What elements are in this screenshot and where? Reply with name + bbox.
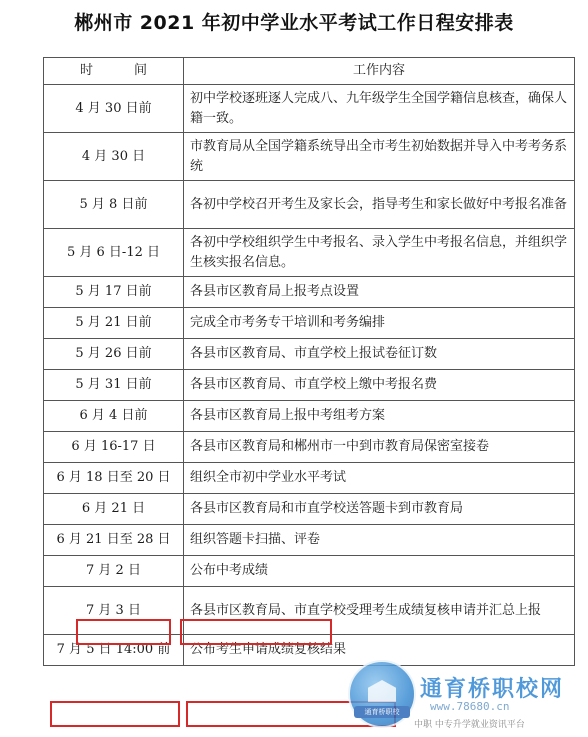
row-work: 公布考生申请成绩复核结果 (184, 635, 575, 666)
row-work: 市教育局从全国学籍系统导出全市考生初始数据并导入中考考务系统 (184, 133, 575, 181)
row-work: 完成全市考务专干培训和考务编排 (184, 308, 575, 339)
row-work: 各县市区教育局和市直学校送答题卡到市教育局 (184, 494, 575, 525)
watermark-tagline: 中职 中专升学就业资讯平台 (414, 720, 525, 730)
row-work: 初中学校逐班逐人完成八、九年级学生全国学籍信息核查，确保人籍一致。 (184, 85, 575, 133)
row-work: 各县市区教育局上报考点设置 (184, 277, 575, 308)
row-work: 各县市区教育局、市直学校受理考生成绩复核申请并汇总上报 (184, 587, 575, 635)
row-work: 各初中学校召开考生及家长会，指导考生和家长做好中考报名准备 (184, 181, 575, 229)
table-row (44, 401, 575, 432)
row-work: 公布中考成绩 (184, 556, 575, 587)
logo-badge-text: 通育桥职校 (354, 706, 410, 718)
row-time: 6 月 16-17 日 (44, 432, 184, 463)
watermark-name: 通育桥职校网 (420, 677, 565, 702)
table-row (44, 339, 575, 370)
table-row (44, 229, 575, 277)
row-time: 5 月 6 日-12 日 (44, 229, 184, 277)
row-work: 各县市区教育局、市直学校上缴中考报名费 (184, 370, 575, 401)
row-time: 7 月 5 日 14:00 前 (44, 635, 184, 666)
row-time: 6 月 21 日 (44, 494, 184, 525)
table-row (44, 463, 575, 494)
row-work: 各县市区教育局、市直学校上报试卷征订数 (184, 339, 575, 370)
row-time: 6 月 18 日至 20 日 (44, 463, 184, 494)
table-row (44, 432, 575, 463)
table-row-highlighted (44, 556, 575, 587)
page-title: 郴州市 2021 年初中学业水平考试工作日程安排表 (74, 12, 514, 34)
highlight-box-results-work (180, 619, 332, 645)
table-row (44, 277, 575, 308)
row-time: 7 月 2 日 (44, 556, 184, 587)
row-time: 6 月 21 日至 28 日 (44, 525, 184, 556)
table-row (44, 525, 575, 556)
table-row (44, 494, 575, 525)
table-header-row (44, 58, 575, 85)
watermark-url: www.78680.cn (430, 700, 510, 713)
row-time: 4 月 30 日前 (44, 85, 184, 133)
row-time: 5 月 17 日前 (44, 277, 184, 308)
row-time: 5 月 21 日前 (44, 308, 184, 339)
row-time: 5 月 8 日前 (44, 181, 184, 229)
row-work: 各县市区教育局上报中考组考方案 (184, 401, 575, 432)
table-row (44, 85, 575, 133)
header-time: 时 间 (44, 58, 184, 85)
table-row (44, 181, 575, 229)
table-row (44, 133, 575, 181)
table-row (44, 308, 575, 339)
row-time: 5 月 31 日前 (44, 370, 184, 401)
header-work: 工作内容 (184, 58, 575, 85)
row-work: 各初中学校组织学生中考报名、录入学生中考报名信息，并组织学生核实报名信息。 (184, 229, 575, 277)
highlight-box-results-date (76, 619, 171, 645)
row-time: 7 月 3 日 (44, 587, 184, 635)
row-time: 6 月 4 日前 (44, 401, 184, 432)
school-logo-icon (348, 660, 416, 728)
row-time: 4 月 30 日 (44, 133, 184, 181)
highlight-box-review-date (50, 701, 180, 727)
schedule-table (43, 57, 575, 666)
row-work: 各县市区教育局和郴州市一中到市教育局保密室接卷 (184, 432, 575, 463)
row-time: 5 月 26 日前 (44, 339, 184, 370)
watermark (338, 660, 586, 734)
row-work: 组织全市初中学业水平考试 (184, 463, 575, 494)
table-row (44, 370, 575, 401)
row-work: 组织答题卡扫描、评卷 (184, 525, 575, 556)
